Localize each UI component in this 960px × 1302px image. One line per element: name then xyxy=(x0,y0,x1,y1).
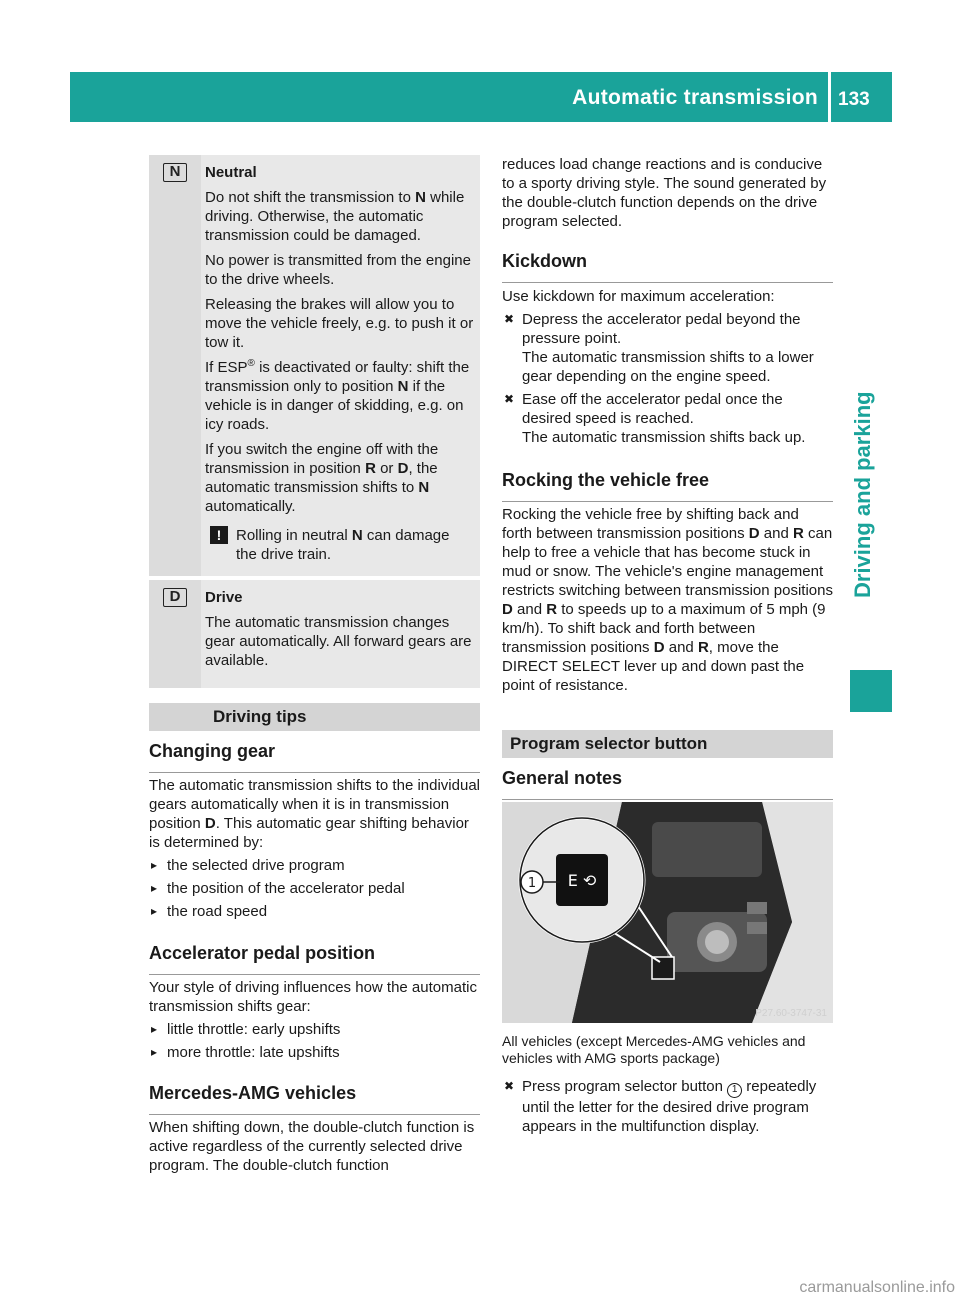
changing-gear-text: The automatic transmission shifts to the individual gears automatically when it is in transmission position D. This automatic gear shifting behavior is determined by: xyxy=(149,777,480,851)
image-reference-code: P27.60-3747-31 xyxy=(755,1008,827,1019)
image-caption: All vehicles (except Mercedes-AMG vehicles and vehicles with AMG sports package) xyxy=(502,1033,806,1066)
gear-description xyxy=(201,155,480,576)
engine-off-paragraph: If you switch the engine off with the transmission in position R or D, the automatic transmission shifts to N automatically. xyxy=(205,441,439,515)
heading-accelerator-pedal-position: Accelerator pedal position xyxy=(149,942,480,975)
accelerator-body xyxy=(149,978,480,1066)
gear-key-cell xyxy=(149,155,201,576)
list-item: ▸ more throttle: late upshifts xyxy=(149,1043,480,1062)
page-number: 133 xyxy=(838,89,870,110)
list-item: ▸ the selected drive program xyxy=(149,856,480,875)
accelerator-text: Your style of driving influences how the automatic transmission shifts gear: xyxy=(149,979,477,1015)
gear-title: Drive xyxy=(205,589,243,606)
gear-description xyxy=(201,580,480,688)
list-item: ▸ the position of the accelerator pedal xyxy=(149,879,480,898)
console-illustration xyxy=(502,802,833,1023)
program-selector-steps xyxy=(502,1077,833,1140)
gear-key-cell xyxy=(149,580,201,688)
changing-gear-body xyxy=(149,776,480,925)
gear-row-drive xyxy=(149,580,480,688)
rocking-body xyxy=(502,505,833,699)
drive-paragraph: The automatic transmission changes gear automatically. All forward gears are available. xyxy=(205,614,472,669)
neutral-paragraph: Do not shift the transmission to N while driving. Otherwise, the automatic transmission could be damaged. xyxy=(205,189,465,244)
chapter-title: Automatic transmission xyxy=(572,86,818,109)
damage-warning xyxy=(205,526,474,564)
rocking-text: Rocking the vehicle free by shifting back and forth between transmission positions D and R can help to free a vehicle that has become stuck in mud or snow. The vehicle's engine management restricts switching between transmission positions D and R to speeds up to a maximum of 5 mph (9 km/h). To shift back and forth between transmission positions D and R, move the DIRECT SELECT lever up and down past the point of resistance. xyxy=(502,506,833,694)
heading-general-notes: General notes xyxy=(502,767,833,800)
amg-text-continued: reduces load change reactions and is conducive to a sporty driving style. The sound generated by the double-clutch function depends on the drive program selected. xyxy=(502,156,827,230)
step-item: ✖ Press program selector button 1 repeatedly until the letter for the desired drive program appears in the multifunction display. xyxy=(502,1077,833,1136)
amg-text: When shifting down, the double-clutch function is active regardless of the currently selected drive program. The double-clutch function xyxy=(149,1119,475,1174)
esp-paragraph: If ESP® is deactivated or faulty: shift the transmission only to position N if the vehicle is in danger of skidding, e.g. on icy roads. xyxy=(205,358,470,433)
step-item: ✖ Ease off the accelerator pedal once the desired speed is reached. The automatic transmission shifts back up. xyxy=(502,390,833,447)
svg-text:E ⟲: E ⟲ xyxy=(567,871,597,890)
list-item: ▸ little throttle: early upshifts xyxy=(149,1020,480,1039)
gear-n-symbol: N xyxy=(163,163,187,182)
heading-mercedes-amg-vehicles: Mercedes-AMG vehicles xyxy=(149,1082,480,1115)
warning-icon: ! xyxy=(210,526,228,544)
footer-watermark: carmanualsonline.info xyxy=(799,1279,955,1296)
step-item: ✖ Depress the accelerator pedal beyond the pressure point. The automatic transmission shifts to a lower gear depending on the engine speed. xyxy=(502,310,833,386)
header-divider xyxy=(828,72,831,122)
neutral-paragraph: Releasing the brakes will allow you to move the vehicle freely, e.g. to push it or tow it. xyxy=(205,296,474,351)
gear-positions-table xyxy=(149,155,480,692)
side-tab-marker xyxy=(850,670,892,712)
gear-row-neutral xyxy=(149,155,480,576)
warning-text: Rolling in neutral N can damage the drive train. xyxy=(236,527,450,563)
image-callout-1: 1 xyxy=(527,876,537,891)
center-console-photo xyxy=(502,802,833,1023)
gear-title: Neutral xyxy=(205,164,257,181)
kickdown-body xyxy=(502,287,833,451)
list-item: ▸ the road speed xyxy=(149,902,480,921)
callout-1-icon: 1 xyxy=(727,1083,742,1098)
section-heading-program-selector: Program selector button xyxy=(502,730,833,758)
gear-d-symbol: D xyxy=(163,588,187,607)
gear-shift-factors-list xyxy=(149,856,480,921)
heading-changing-gear: Changing gear xyxy=(149,740,480,773)
heading-rocking-the-vehicle-free: Rocking the vehicle free xyxy=(502,469,833,502)
amg-body-continued xyxy=(502,155,833,235)
neutral-paragraph: No power is transmitted from the engine to the drive wheels. xyxy=(205,252,471,288)
heading-kickdown: Kickdown xyxy=(502,250,833,283)
kickdown-steps xyxy=(502,310,833,447)
throttle-list xyxy=(149,1020,480,1062)
amg-body xyxy=(149,1118,480,1179)
side-tab-label: Driving and parking xyxy=(850,391,875,598)
kickdown-intro: Use kickdown for maximum acceleration: xyxy=(502,288,775,305)
section-heading-driving-tips: Driving tips xyxy=(149,703,480,731)
side-tab xyxy=(843,310,893,610)
